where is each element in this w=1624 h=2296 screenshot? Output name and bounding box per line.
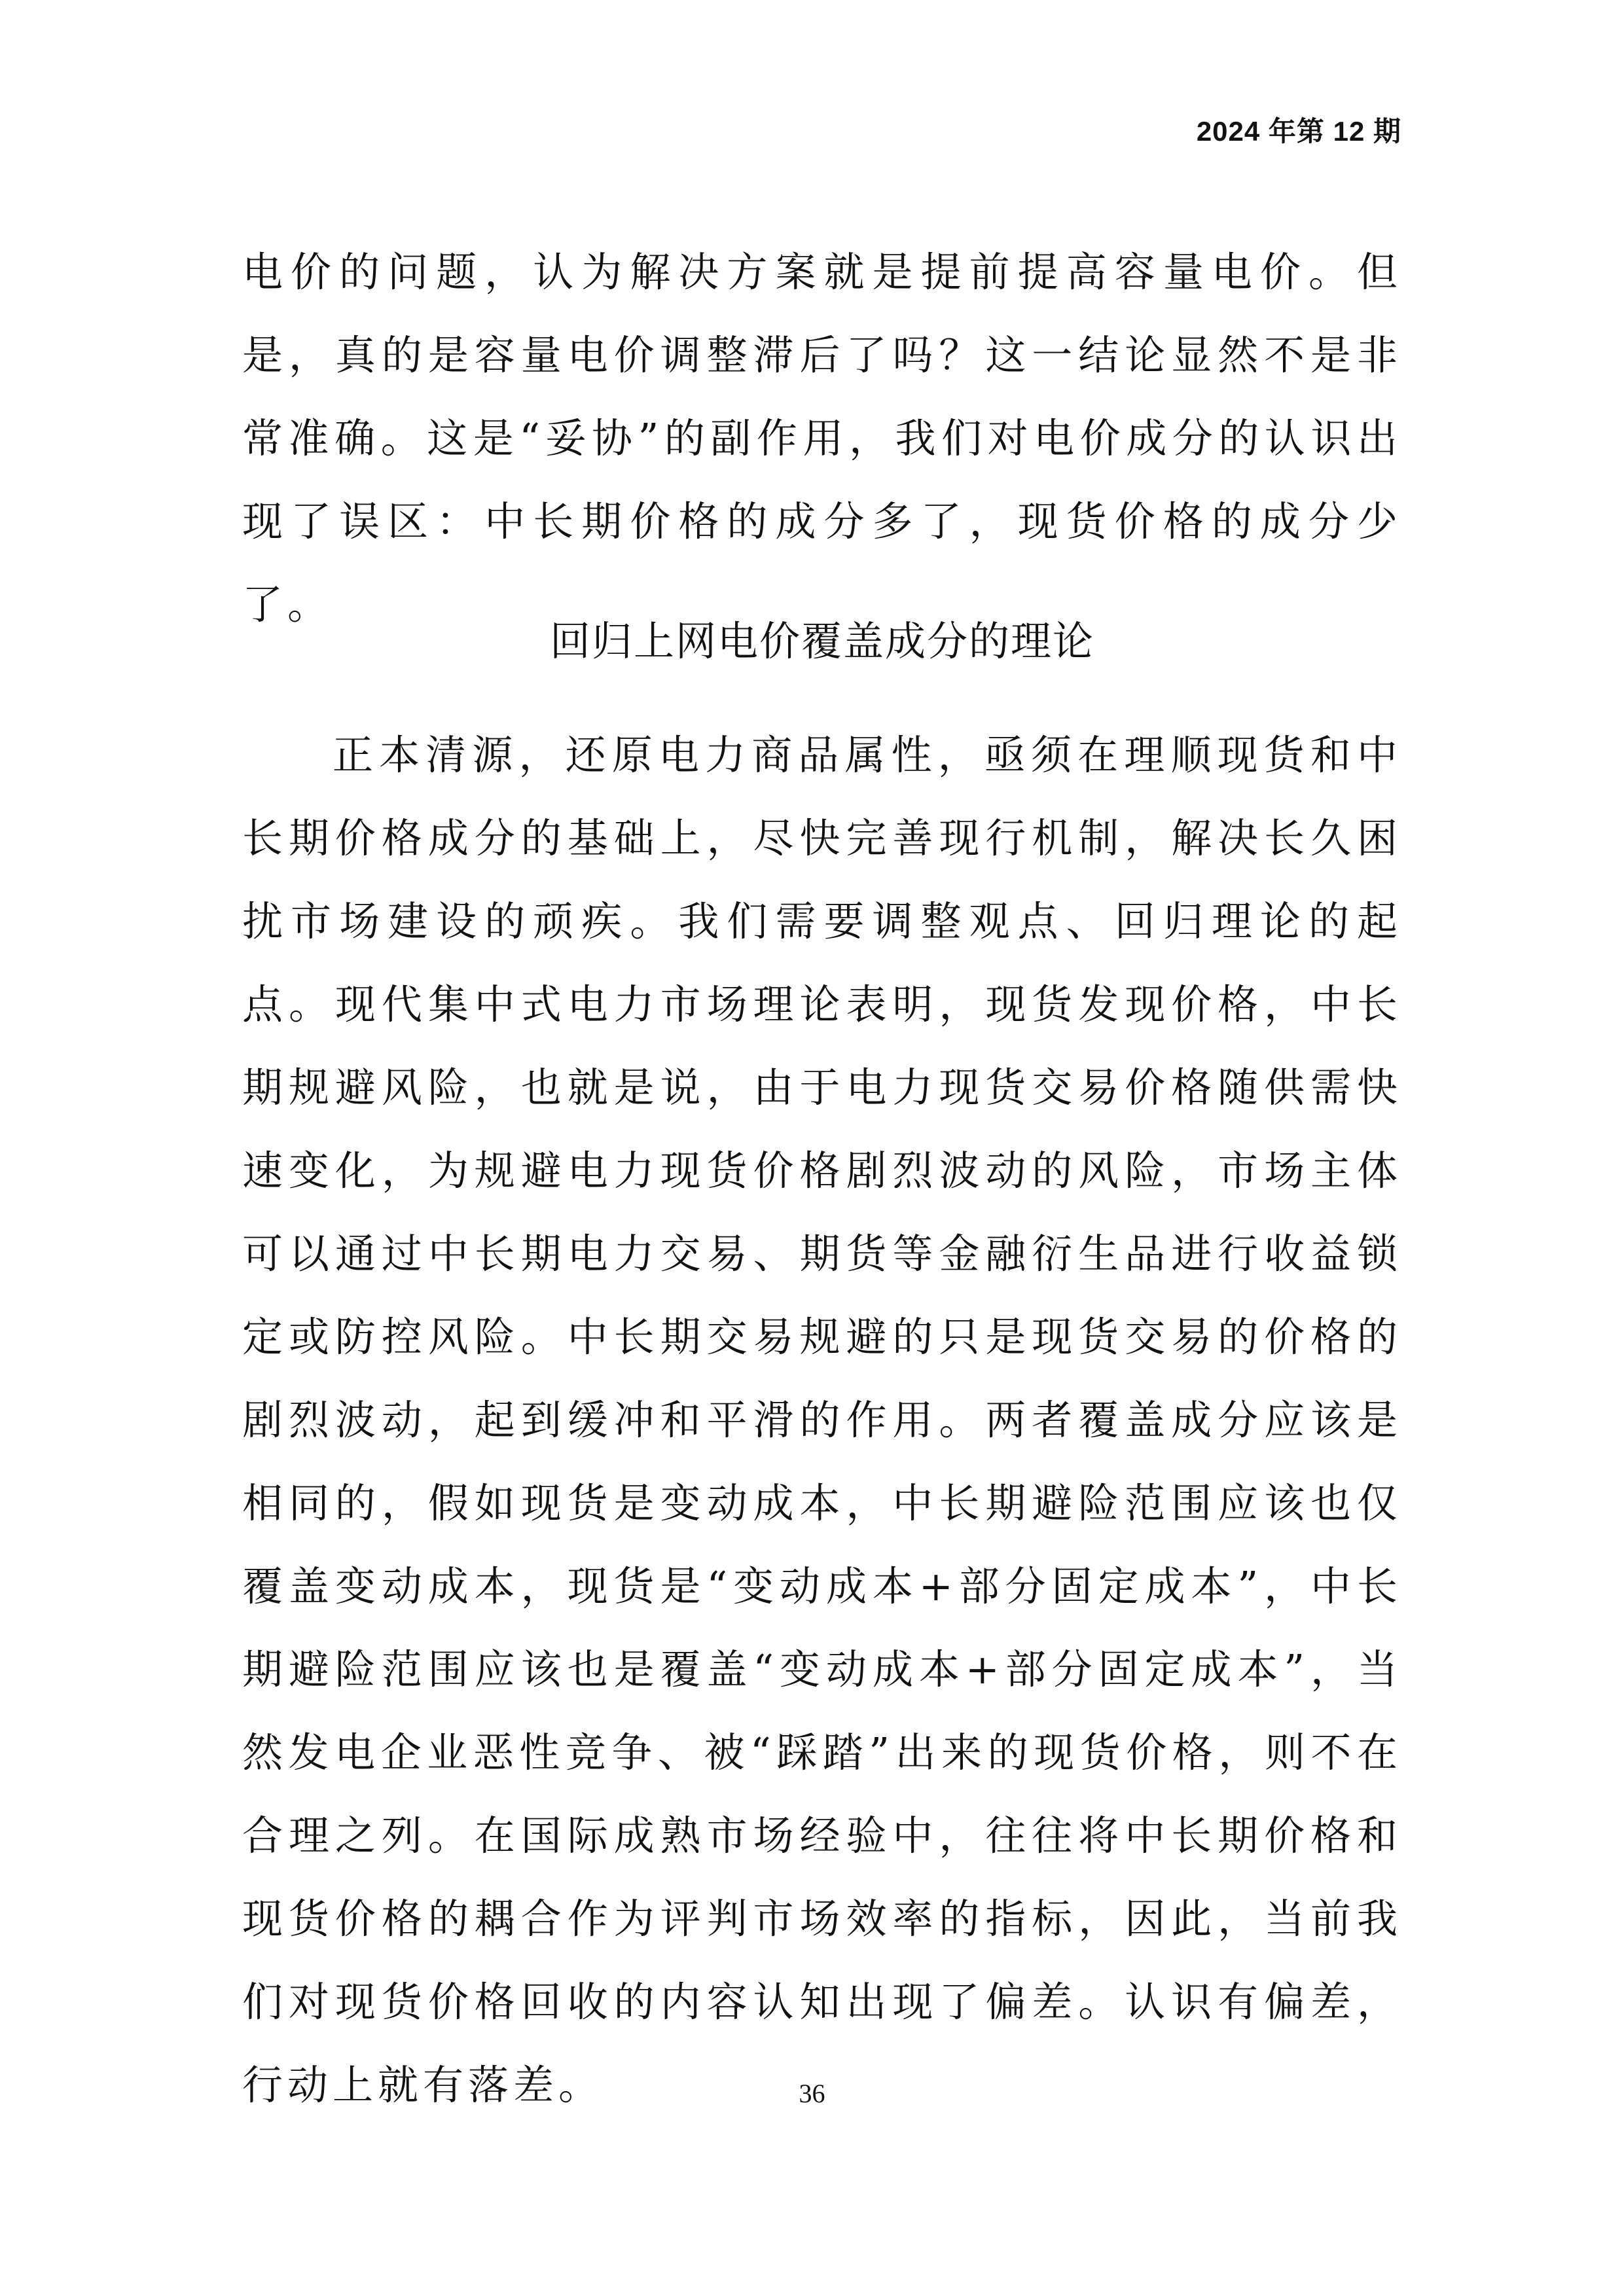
paragraph-continued: 电价的问题，认为解决方案就是提前提高容量电价。但是，真的是容量电价调整滞后了吗？这一结论显然不是非常准确。这是“妥协”的副作用，我们对电价成分的认识出现了误区：中长期价格的成分多了，现货价格的成分少了。 <box>242 248 1402 628</box>
paragraph-main: 正本清源，还原电力商品属性，亟须在理顺现货和中长期价格成分的基础上，尽快完善现行机制，解决长久困扰市场建设的顽疾。我们需要调整观点、回归理论的起点。现代集中式电力市场理论表明，现货发现价格，中长期规避风险，也就是说，由于电力现货交易价格随供需快速变化，为规避电力现货价格剧烈波动的风险，市场主体可以通过中长期电力交易、期货等金融衍生品进行收益锁定或防控风险。中长期交易规避的只是现货交易的价格的剧烈波动，起到缓冲和平滑的作用。两者覆盖成分应该是相同的，假如现货是变动成本，中长期避险范围应该也仅覆盖变动成本，现货是“变动成本+部分固定成本”，中长期避险范围应该也是覆盖“变动成本+部分固定成本”，当然发电企业恶性竞争、被“踩踏”出来的现货价格，则不在合理之列。在国际成熟市场经验中，往往将中长期价格和现货价格的耦合作为评判市场效率的指标，因此，当前我们对现货价格回收的内容认知出现了偏差。认识有偏差，行动上就有落差。 <box>242 731 1402 2109</box>
page-number: 36 <box>799 2079 825 2108</box>
section-title: 回归上网电价覆盖成分的理论 <box>549 617 1094 665</box>
issue-header: 2024 年第 12 期 <box>1196 116 1401 147</box>
